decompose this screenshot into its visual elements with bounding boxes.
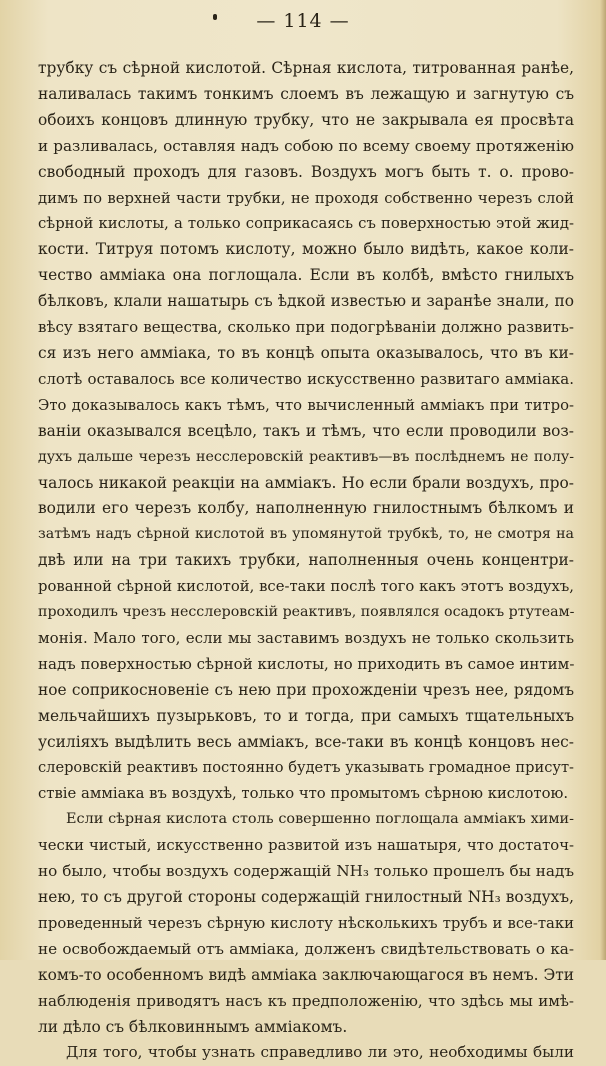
text-line: наливалась такимъ тонкимъ слоемъ въ лежащую и загнутую съ — [38, 84, 574, 103]
text-line: но было, чтобы воздухъ содержащiй NH₃ только прошелъ бы надъ — [38, 862, 574, 881]
text-line: надъ поверхностью сѣрной кислоты, но приходить въ самое интим- — [38, 654, 575, 673]
text-line: ное соприкосновенiе съ нею при прохожденiи чрезъ нее, рядомъ — [38, 680, 574, 699]
text-line: двѣ или на три такихъ трубки, наполненныя очень концентри- — [38, 551, 574, 570]
text-line: ванiи оказывался всецѣло, такъ и тѣмъ, что если проводили воз- — [38, 421, 574, 440]
text-line: и разливалась, оставляя надъ собою по всему своему протяженію — [38, 136, 574, 155]
paragraph-3 — [38, 1040, 574, 1066]
text-line: нею, то съ другой стороны содержащiй гнилостный NH₃ воздухъ, — [38, 888, 574, 906]
text-line: димъ по верхней части трубки, не проходя собственно черезъ слой — [38, 189, 574, 207]
text-line: духъ дальше черезъ несслеровскiй реактивъ—въ послѣднемъ не полу- — [38, 448, 574, 465]
text-line: ся изъ него аммiака, то въ концѣ опыта оказывалось, что въ ки- — [38, 343, 574, 362]
text-line: ствiе аммiака въ воздухѣ, только что промытомъ сѣрною кислотою. — [38, 785, 569, 803]
text-line: сѣрной кислоты, а только соприкасаясь съ поверхностью этой жид- — [38, 215, 574, 233]
text-line: проведенный черезъ сѣрную кислоту нѣсколькихъ трубъ и все-таки — [38, 914, 574, 932]
page-edge-shadow — [600, 0, 606, 960]
text-line: Это доказывалось какъ тѣмъ, что вычисленный аммiакъ при титро- — [38, 396, 574, 414]
text-line: чалось никакой реакцiи на аммiакъ. Но если брали воздухъ, про- — [38, 473, 574, 492]
text-line: Если сѣрная кислота столь совершенно поглощала аммiакъ хими- — [66, 811, 574, 828]
page-number: — 114 — — [256, 10, 350, 32]
text-line: слеровскiй реактивъ постоянно будетъ указывать громадное присут- — [38, 759, 574, 777]
text-line: трубку съ сѣрной кислотой. Сѣрная кислота, титрованная ранѣе, — [38, 59, 574, 77]
text-line: вѣсу взятаго вещества, сколько при подогрѣванiи должно развить- — [38, 318, 574, 337]
text-line: кости. Титруя потомъ кислоту, можно было видѣть, какое коли- — [38, 240, 574, 259]
text-line: ли дѣло съ бѣлковиннымъ аммiакомъ. — [38, 1017, 348, 1036]
text-line: водили его черезъ колбу, наполненную гнилостнымъ бѣлкомъ и — [38, 499, 574, 518]
text-line: комъ-то особенномъ видѣ аммiака заключающагося въ немъ. Эти — [38, 965, 574, 984]
paragraph-2 — [38, 807, 574, 1040]
text-line: Для того, чтобы узнать справедливо ли это, необходимы были — [66, 1043, 574, 1062]
text-line: монiя. Мало того, если мы заставимъ воздухъ не только скользить — [38, 628, 574, 647]
body-text — [38, 56, 574, 1066]
text-line: чески чистый, искусственно развитой изъ нашатыря, что достаточ- — [38, 837, 574, 855]
text-line: усилiяхъ выдѣлить весь аммiакъ, все-таки въ концѣ концовъ нес- — [38, 732, 574, 751]
text-line: наблюденiя приводятъ насъ къ предположенiю, что здѣсь мы имѣ- — [38, 991, 574, 1010]
paragraph-1 — [38, 56, 574, 807]
text-line: рованной сѣрной кислотой, все-таки послѣ того какъ этотъ воздухъ, — [38, 578, 574, 596]
text-line: мельчайшихъ пузырьковъ, то и тогда, при самыхъ тщательныхъ — [38, 706, 574, 725]
text-line: затѣмъ надъ сѣрной кислотой въ упомянутой трубкѣ, то, не смотря на — [38, 526, 574, 543]
text-line: чество аммiака она поглощала. Если въ колбѣ, вмѣсто гнилыхъ — [38, 266, 574, 285]
text-line: бѣлковъ, клали нашатырь съ ѣдкой известью и заранѣе знали, по — [38, 292, 574, 311]
text-line: проходилъ чрезъ несслеровскiй реактивъ, появлялся осадокъ ртутеам- — [38, 604, 575, 621]
text-line: слотѣ оставалось все количество искусственно развитаго аммiака. — [38, 369, 574, 388]
text-line: обоихъ концовъ длинную трубку, что не закрывала ея просвѣта — [38, 110, 574, 129]
text-line: не освобождаемый отъ аммiака, долженъ свидѣтельствовать о ка- — [38, 939, 574, 958]
text-line: свободный проходъ для газовъ. Воздухъ могъ быть т. о. прово- — [38, 162, 574, 181]
